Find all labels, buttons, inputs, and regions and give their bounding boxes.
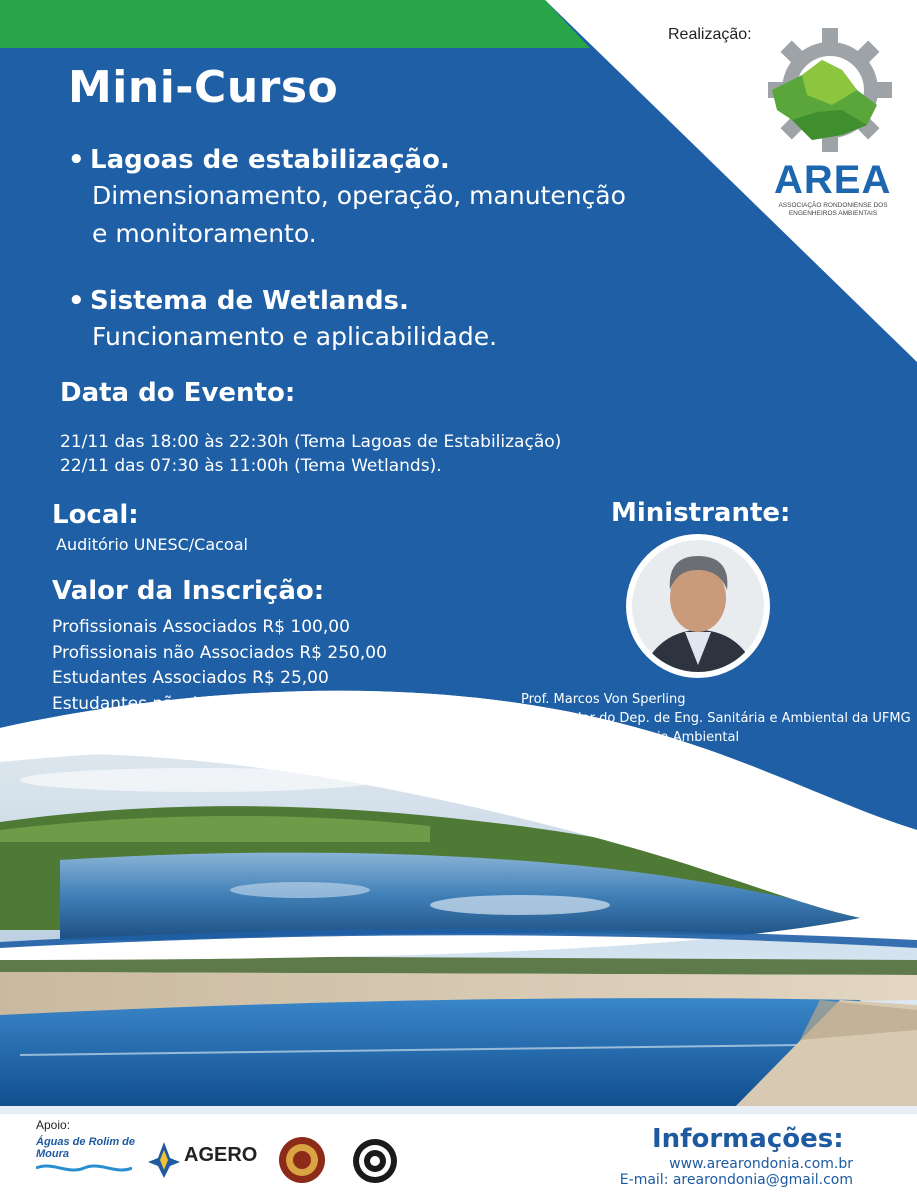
date-line-2: 22/11 das 07:30 às 11:00h (Tema Wetlands). — [60, 456, 442, 476]
speaker-line-2: Prof. Titular do Dep. de Eng. Sanitária e Ambiental da UFMG — [521, 711, 911, 726]
speaker-heading: Ministrante: — [611, 498, 791, 528]
topic-2-line-1: Funcionamento e aplicabilidade. — [92, 322, 498, 351]
sponsor-agero-name: AGERO — [184, 1144, 258, 1166]
date-heading: Data do Evento: — [60, 378, 296, 408]
agero-star-icon — [146, 1140, 182, 1180]
topic-1-line-2: e monitoramento. — [92, 219, 317, 248]
wave-icon — [36, 1161, 132, 1175]
speaker-line-1: Prof. Marcos Von Sperling — [521, 692, 686, 707]
sponsor-aguas-logo — [36, 1136, 136, 1180]
sponsor-aguas-name: Águas de Rolim de Moura — [36, 1136, 136, 1160]
leaf-map-icon — [762, 50, 892, 150]
topic-1: • Lagoas de estabilização. Dimensionamento, operação, manutenção e monitoramento. — [68, 145, 626, 253]
price-line-3: Estudantes Associados R$ 25,00 — [52, 668, 329, 688]
university-seal-icon — [352, 1138, 398, 1184]
website-link[interactable]: www.arearondonia.com.br — [669, 1156, 853, 1172]
date-list — [60, 430, 561, 478]
price-heading: Valor da Inscrição: — [52, 576, 325, 606]
area-org-name: ASSOCIAÇÃO RONDONIENSE DOS ENGENHEIROS AMBIENTAIS — [778, 202, 888, 217]
email-link[interactable]: E-mail: arearondonia@gmail.com — [619, 1172, 853, 1188]
local-heading: Local: — [52, 500, 139, 530]
price-line-4: Estudantes não Associados R$ 100,00 — [52, 693, 377, 714]
sponsor-agero-logo — [146, 1140, 256, 1180]
speaker-photo — [620, 528, 776, 684]
topic-2-heading: Sistema de Wetlands. — [90, 286, 409, 316]
topic-1-heading: Lagoas de estabilização. — [90, 145, 450, 175]
price-list — [52, 615, 387, 717]
topic-1-line-1: Dimensionamento, operação, manutenção — [92, 181, 626, 210]
ministerio-publico-seal-icon — [278, 1136, 326, 1184]
page-title: Mini-Curso — [68, 62, 339, 113]
speaker-line-3: Doutor em Engenharia Ambiental — [521, 730, 740, 745]
speaker-info — [521, 690, 911, 747]
topic-2: • Sistema de Wetlands. Funcionamento e aplicabilidade. — [68, 286, 497, 356]
price-line-2: Profissionais não Associados R$ 250,00 — [52, 642, 387, 663]
area-logo-text: AREA — [774, 158, 892, 202]
local-value: Auditório UNESC/Cacoal — [56, 535, 248, 554]
price-line-1: Profissionais Associados R$ 100,00 — [52, 617, 350, 637]
apoio-label: Apoio: — [36, 1118, 71, 1132]
date-line-1: 21/11 das 18:00 às 22:30h (Tema Lagoas de Estabilização) — [60, 432, 562, 452]
info-heading: Informações: — [652, 1124, 844, 1154]
realizacao-label: Realização: — [668, 26, 752, 43]
